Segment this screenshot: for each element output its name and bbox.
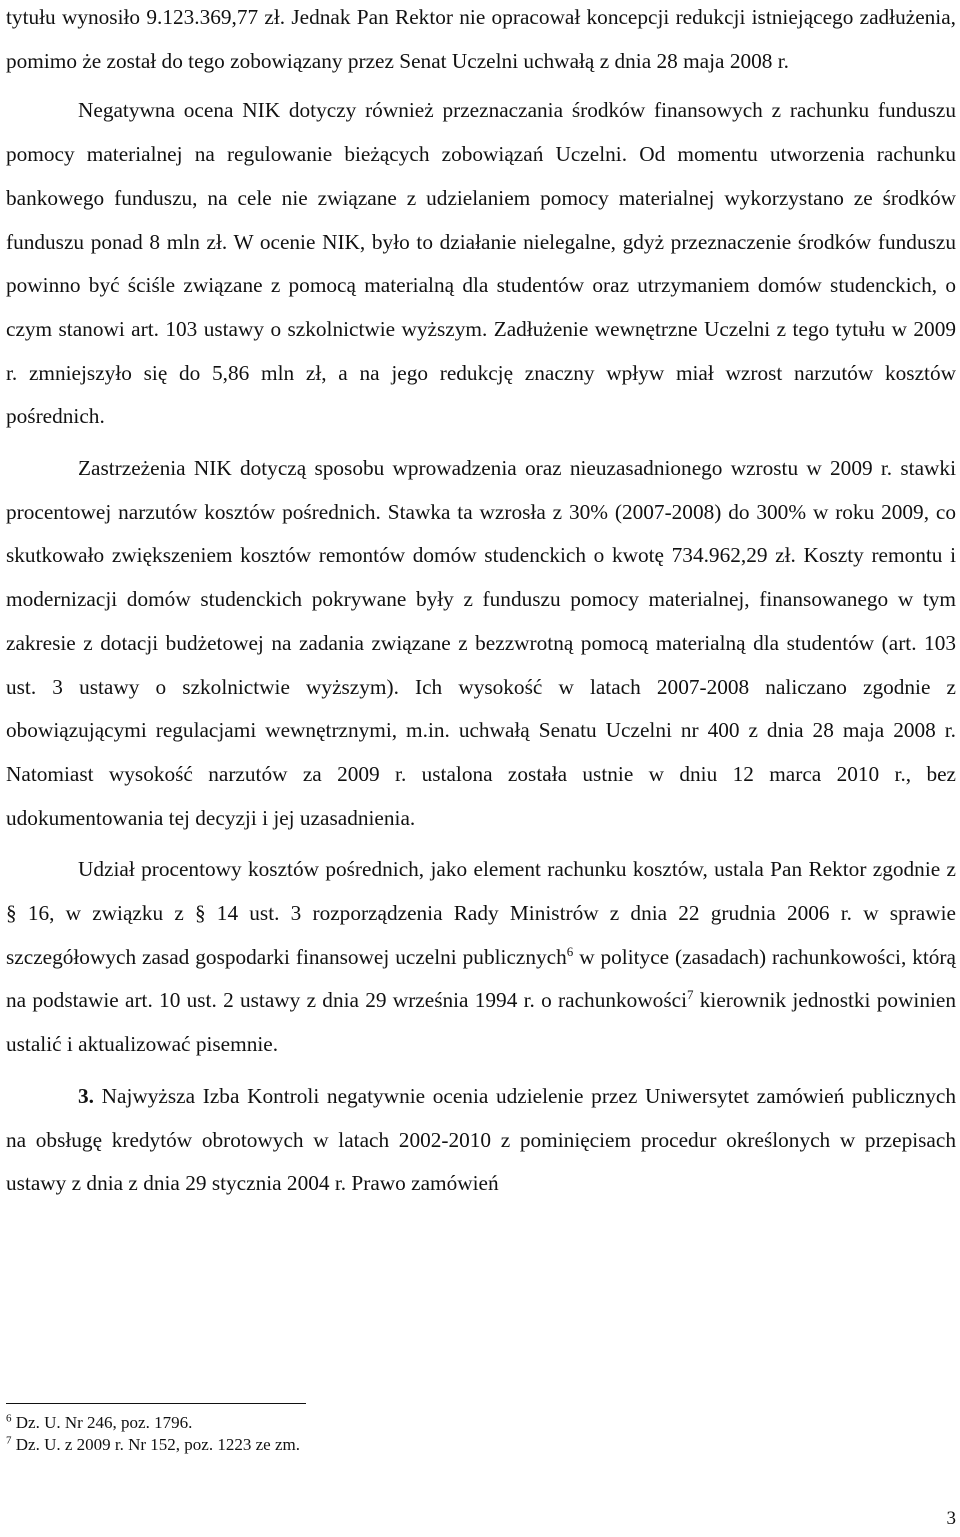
footnote-reference[interactable]: 7	[686, 987, 694, 1003]
paragraph	[6, 447, 956, 840]
paragraph-text: Udział procentowy kosztów pośrednich, jako element rachunku kosztów, ustala Pan Rektor zgodnie z § 16, w związku z § 14 ust. 3 rozporządzenia Rady Ministrów z dnia 22 grudnia 2006 r. w sprawie szczegółowych zasad gospodarki finansowej uczelni publicznych	[6, 857, 956, 969]
footnotes	[6, 1412, 906, 1456]
footnote-text: Dz. U. z 2009 r. Nr 152, poz. 1223 ze zm.	[11, 1435, 300, 1454]
footnote	[6, 1434, 906, 1456]
paragraph-text: Zastrzeżenia NIK dotyczą sposobu wprowadzenia oraz nieuzasadnionego wzrostu w 2009 r. stawki procentowej narzutów kosztów pośrednich. Stawka ta wzrosła z 30% (2007-2008) do 300% w roku 2009, co skutkowało zwiększeniem kosztów remontów domów studenckich o kwotę 734.962,29 zł. Koszty remontu i modernizacji domów studenckich pokrywane były z funduszu pomocy materialnej, finansowanego w tym zakresie z dotacji budżetowej na zadania związane z bezzwrotną pomocą materialną dla studentów (art. 103 ust. 3 ustawy o szkolnictwie wyższym). Ich wysokość w latach 2007-2008 naliczano zgodnie z obowiązującymi regulacjami wewnętrznymi, m.in. uchwałą Senatu Uczelni nr 400 z dnia 28 maja 2008 r. Natomiast wysokość narzutów za 2009 r. ustalona została ustnie w dniu 12 marca 2010 r., bez udokumentowania tej decyzji i jej uzasadnienia.	[6, 456, 956, 830]
paragraph-text: kierownik jednostki powinien ustalić i aktualizować pisemnie.	[6, 988, 956, 1057]
paragraph	[6, 1075, 956, 1206]
paragraph-text: Negatywna ocena NIK dotyczy również przeznaczania środków finansowych z rachunku funduszu pomocy materialnej na regulowanie bieżących zobowiązań Uczelni. Od momentu utworzenia rachunku bankowego funduszu, na cele nie związane z udzielaniem pomocy materialnej wykorzystano ze środków funduszu ponad 8 mln zł. W ocenie NIK, było to działanie nielegalne, gdyż przeznaczenie środków funduszu powinno być ściśle związane z pomocą materialną dla studentów oraz utrzymaniem domów studenckich, o czym stanowi art. 103 ustawy o szkolnictwie wyższym. Zadłużenie wewnętrzne Uczelni z tego tytułu w 2009 r. zmniejszyło się do 5,86 mln zł, a na jego redukcję znaczny wpływ miał wzrost narzutów kosztów pośrednich.	[6, 98, 956, 429]
footnote-mark: 6	[6, 1412, 12, 1425]
footnote-text: Dz. U. Nr 246, poz. 1796.	[11, 1413, 193, 1432]
page-number: 3	[946, 1508, 956, 1529]
section-number: 3.	[78, 1083, 94, 1108]
footnote-mark: 7	[6, 1434, 12, 1447]
paragraph-text: Najwyższa Izba Kontroli negatywnie ocenia udzielenie przez Uniwersytet zamówień publicznych na obsługę kredytów obrotowych w latach 2002-2010 z pominięciem procedur określonych w przepisach ustawy z dnia z dnia 29 stycznia 2004 r. Prawo zamówień	[6, 1083, 956, 1196]
footnote	[6, 1412, 906, 1434]
document-page	[6, 0, 956, 1206]
paragraph-text: w polityce (zasadach) rachunkowości, którą na podstawie art. 10 ust. 2 ustawy z dnia 29 września 1994 r. o rachunkowości	[6, 944, 956, 1013]
paragraph	[6, 0, 956, 83]
footnote-separator	[6, 1403, 306, 1404]
footnote-reference[interactable]: 6	[566, 943, 574, 959]
paragraph-text: tytułu wynosiło 9.123.369,77 zł. Jednak Pan Rektor nie opracował koncepcji redukcji istniejącego zadłużenia, pomimo że został do tego zobowiązany przez Senat Uczelni uchwałą z dnia 28 maja 2008 r.	[6, 5, 956, 73]
paragraph	[6, 848, 956, 1067]
paragraph	[6, 89, 956, 439]
